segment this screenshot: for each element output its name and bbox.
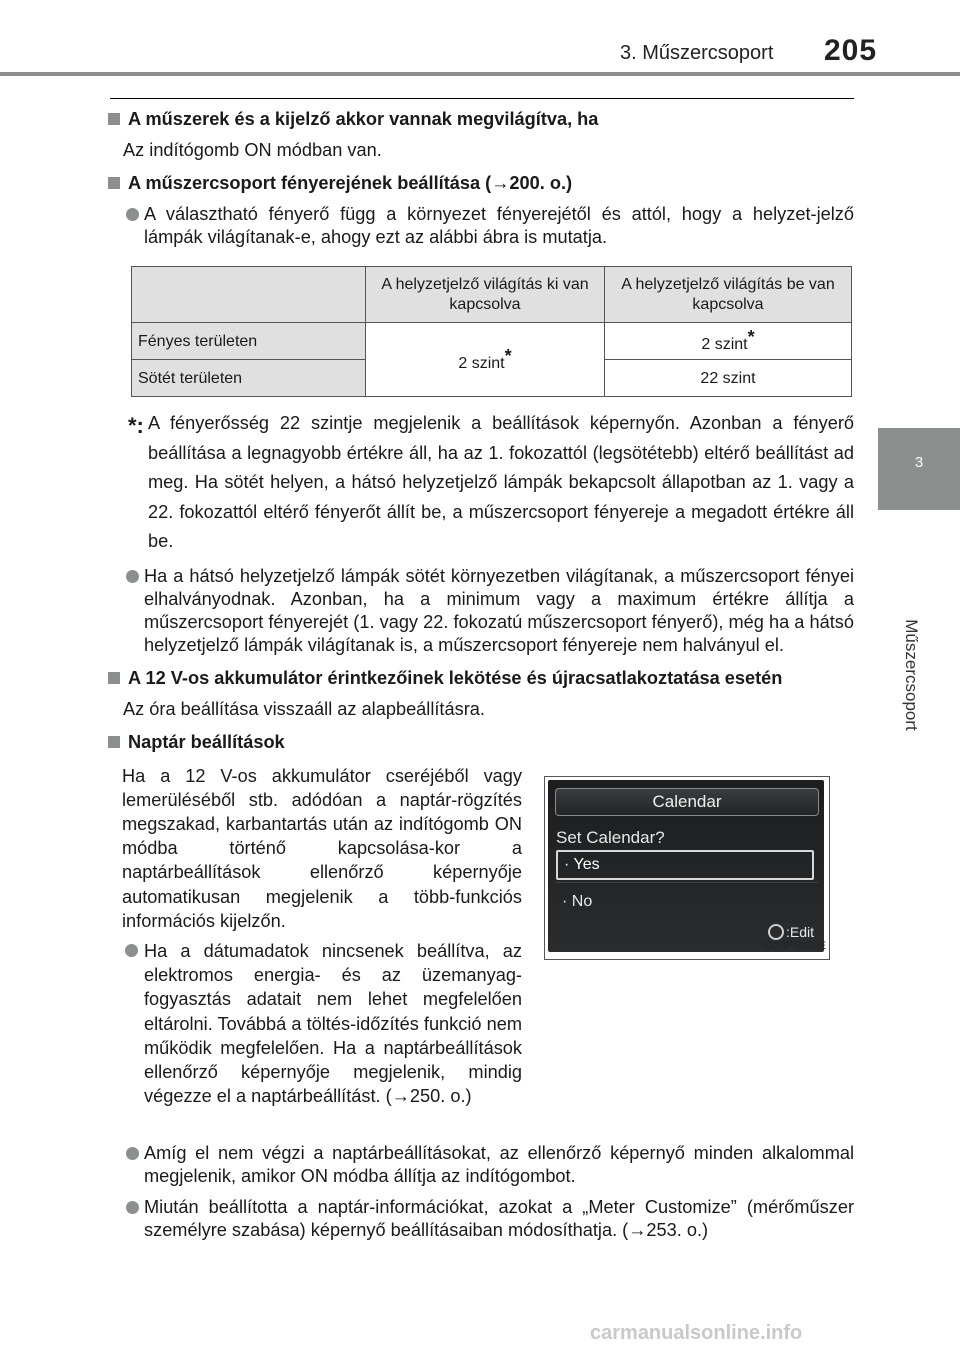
battery-text: Az óra beállítása visszaáll az alapbeállításra.: [123, 698, 485, 719]
heading-calendar: Naptár beállítások: [108, 731, 854, 754]
screen-question: Set Calendar?: [556, 827, 665, 847]
page-content: [108, 108, 854, 1242]
calendar-screen: [548, 780, 824, 952]
watermark: carmanualsonline.info: [590, 1322, 803, 1344]
table-row-label-dark: Sötét területen: [132, 360, 366, 397]
heading-illumination: A műszerek és a kijelző akkor vannak megvilágítva, ha: [108, 108, 854, 131]
table-header-row: [132, 267, 852, 323]
screen-divider: [556, 882, 818, 883]
round-bullet-icon: [125, 944, 138, 957]
page-number: 205: [824, 34, 878, 67]
heading-battery: A 12 V-os akkumulátor érintkezőinek lekötése és újracsatlakoztatása esetén: [108, 667, 854, 690]
brightness-bullet-1: A választható fényerő függ a környezet fényerejétől és attól, hogy a helyzet-jelző lámpák világítanak-e, ahogy ezt az alábbi ábra is mutatja.: [108, 203, 854, 249]
table-corner-cell: [132, 267, 366, 323]
round-bullet-icon: [126, 1147, 139, 1160]
square-bullet-icon: [108, 113, 120, 125]
screen-yes-option[interactable]: · Yes: [556, 850, 814, 880]
screen-title: Calendar: [555, 788, 819, 816]
calendar-intro: Ha a 12 V-os akkumulátor cseréjéből vagy lemerüléséből stb. adódóan a naptár-rögzítés megszakad, karbantartás után az indítógomb ON módba történő kapcsolása-kor a naptárbeállítások ellenőrző képernyője automatikusan megjelenik a több-funkciós információs kijelzőn.: [122, 765, 522, 931]
square-bullet-icon: [108, 177, 120, 189]
section-title: 3. Műszercsoport: [620, 42, 774, 64]
table-footnote: *: A fényerősség 22 szintje megjelenik a beállítások képernyőn. Azonban a fényerő beállítása a legnagyobb értékre áll, ha az 1. fokozattól (legsötétebb) eltérő beállítást ad meg. Ha sötét helyen, a hátsó helyzetjelző lámpák bekapcsolt állapotban az 1. vagy a 22. fokozattól eltérő fényerőt állít be, a műszercsoport fényereje a megadott értékre áll be.: [128, 413, 854, 551]
brightness-bullet-2: Ha a hátsó helyzetjelző lámpák sötét környezetben világítanak, a műszercsoport fényei elhalványodnak. Azonban, ha a minimum vagy a maximum értékre állítja a műszercsoport fényerejét (1. vagy 22. fokozatú műszercsoport fényerő), még ha a hátsó helyzetjelző lámpák világítanak is, a műszercsoport fényereje nem halványul el.: [108, 565, 854, 657]
screen-edit-hint: :Edit: [768, 921, 814, 944]
round-bullet-icon: [126, 1201, 139, 1214]
footnote-marker: *:: [128, 413, 144, 438]
round-bullet-icon: [126, 208, 139, 221]
calendar-section: [108, 764, 854, 1134]
header-bar: [0, 72, 960, 76]
table-header-lights-off: A helyzetjelző világítás ki van kapcsolva: [366, 267, 605, 323]
heading-brightness: A műszercsoport fényerejének beállítása (→200. o.): [108, 172, 854, 195]
screen-no-option[interactable]: · No: [562, 892, 593, 910]
chapter-side-label: Műszercsoport: [902, 619, 921, 731]
figure-code: IO20PS020E: [761, 939, 826, 952]
table-cell-bright-on: 2 szint*: [605, 323, 852, 360]
table-cell-dark-on: 22 szint: [605, 360, 852, 397]
chapter-tab: 3: [878, 428, 960, 510]
round-bullet-icon: [126, 570, 139, 583]
top-rule: [110, 98, 854, 99]
calendar-bullet-1: Ha a dátumadatok nincsenek beállítva, az elektromos energia- és az üzemanyag-fogyasztás adatait nem lehet megfelelően eltárolni. Továbbá a töltés-időzítés funkció nem működik megfelelően. Ha a naptárbeállítások ellenőrző képernyője megjelenik, mindig végezze el a naptárbeállítást. (→250. o.): [122, 939, 522, 1108]
square-bullet-icon: [108, 672, 120, 684]
illumination-text: Az indítógomb ON módban van.: [123, 140, 382, 160]
calendar-screen-figure: [544, 776, 830, 960]
table-header-lights-on: A helyzetjelző világítás be van kapcsolva: [605, 267, 852, 323]
table-row-label-bright: Fényes területen: [132, 323, 366, 360]
calendar-text-column: [122, 764, 522, 1109]
calendar-bullet-2: Amíg el nem végzi a naptárbeállításokat, az ellenőrző képernyő minden alkalommal megjelenik, amikor ON módba állítja az indítógombot.: [108, 1142, 854, 1188]
table-cell-off-value: 2 szint*: [366, 323, 605, 397]
square-bullet-icon: [108, 736, 120, 748]
brightness-table: [131, 266, 852, 397]
calendar-bullet-3: Miután beállította a naptár-információkat, azokat a „Meter Customize” (mérőműszer személyre szabása) képernyő beállításaiban módosíthatja. (→253. o.): [108, 1196, 854, 1242]
table-row: [132, 323, 852, 360]
